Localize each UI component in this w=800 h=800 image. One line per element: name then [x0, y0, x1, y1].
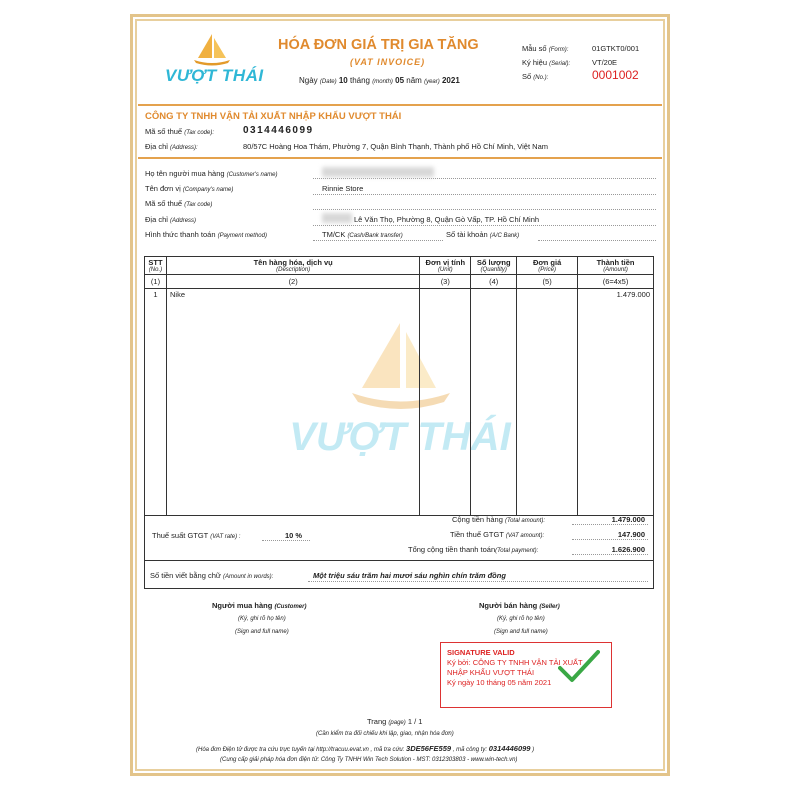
check-note: (Cần kiểm tra đối chiếu khi lập, giao, nhận hóa đơn) — [316, 731, 454, 737]
empty-cell — [471, 389, 517, 402]
table-row-empty — [145, 465, 654, 478]
empty-cell — [471, 301, 517, 314]
empty-cell — [517, 402, 578, 415]
empty-cell — [471, 440, 517, 453]
subtotal-value: 1.479.000 — [611, 515, 645, 524]
empty-cell — [420, 339, 471, 352]
brand-name: VƯỢT THÁI — [165, 66, 264, 85]
date-day: 10 — [338, 76, 348, 85]
empty-cell — [517, 452, 578, 465]
column-number-row — [145, 275, 654, 289]
empty-cell — [517, 465, 578, 478]
empty-cell — [420, 465, 471, 478]
seller-signature-note2: (Sign and full name) — [494, 629, 548, 635]
empty-cell — [471, 314, 517, 327]
total-value: 1.626.900 — [611, 545, 645, 554]
words-label: Số tiền viết bằng chữ (Amount in words): — [150, 571, 274, 580]
empty-cell — [420, 452, 471, 465]
cell-no: 1 — [145, 288, 167, 301]
empty-cell — [166, 490, 419, 503]
empty-cell — [145, 478, 167, 491]
signature-signed-date: Ký ngày 10 tháng 05 năm 2021 — [447, 678, 552, 687]
empty-cell — [471, 377, 517, 390]
form-value: 01GTKT0/001 — [592, 44, 640, 53]
empty-cell — [166, 389, 419, 402]
th-no: STT (No.) — [145, 257, 167, 275]
buyer-company-label: Tên đơn vị (Company's name) — [145, 184, 234, 193]
empty-cell — [166, 452, 419, 465]
items-table — [144, 256, 654, 516]
empty-cell — [578, 402, 654, 415]
vat-rate-value: 10 % — [285, 531, 303, 540]
buyer-signature-title: Người mua hàng (Customer) — [212, 601, 307, 610]
empty-cell — [166, 301, 419, 314]
empty-cell — [166, 415, 419, 428]
empty-cell — [145, 490, 167, 503]
empty-cell — [145, 326, 167, 339]
empty-cell — [517, 326, 578, 339]
empty-cell — [420, 415, 471, 428]
year-label: năm — [406, 76, 422, 85]
empty-cell — [578, 352, 654, 365]
signature-signed-by: Ký bởi: CÔNG TY TNHH VẬN TẢI XUẤT NHẬP KHẨU VƯỢT THÁI — [447, 658, 583, 677]
empty-cell — [145, 415, 167, 428]
no-label: Số (No.): — [522, 72, 549, 81]
seller-addr-label: Địa chỉ (Address): — [145, 142, 198, 151]
empty-cell — [517, 377, 578, 390]
cell-unit — [420, 288, 471, 301]
empty-cell — [166, 427, 419, 440]
empty-cell — [471, 326, 517, 339]
month-label-en: (month) — [372, 79, 393, 85]
empty-cell — [145, 402, 167, 415]
table-row-empty — [145, 427, 654, 440]
empty-cell — [166, 440, 419, 453]
empty-cell — [517, 389, 578, 402]
vat-amount-line — [572, 539, 648, 540]
boat-logo-icon — [190, 32, 234, 66]
seller-company: CÔNG TY TNHH VẬN TẢI XUẤT NHẬP KHẨU VƯỢT THÁI — [145, 111, 402, 122]
serial-value: VT/20E — [592, 58, 618, 67]
empty-cell — [578, 490, 654, 503]
th-qty: Số lượng (Quantity) — [471, 257, 517, 275]
buyer-signature-note2: (Sign and full name) — [235, 629, 289, 635]
table-row-empty — [145, 402, 654, 415]
buyer-addr-value: Lê Văn Thọ, Phường 8, Quận Gò Vấp, TP. Hồ Chí Minh — [354, 215, 540, 224]
empty-cell — [578, 427, 654, 440]
words-line — [308, 581, 648, 582]
empty-cell — [471, 452, 517, 465]
empty-cell — [420, 301, 471, 314]
empty-cell — [145, 364, 167, 377]
empty-cell — [166, 339, 419, 352]
empty-cell — [420, 326, 471, 339]
table-row-empty — [145, 301, 654, 314]
buyer-account-label: Số tài khoản (A/C Bank) — [446, 230, 520, 239]
vat-amount-label: Tiền thuế GTGT (VAT amount): — [450, 530, 545, 539]
table-row-empty — [145, 377, 654, 390]
empty-cell — [420, 352, 471, 365]
buyer-tax-label: Mã số thuế (Tax code) — [145, 199, 213, 208]
empty-cell — [166, 478, 419, 491]
buyer-name-line — [313, 178, 656, 179]
seller-divider — [138, 157, 662, 159]
table-row-empty — [145, 339, 654, 352]
cell-qty — [471, 288, 517, 301]
col-number: (4) — [471, 275, 517, 289]
empty-cell — [420, 440, 471, 453]
cell-amount: 1.479.000 — [578, 288, 654, 301]
col-number: (6=4x5) — [578, 275, 654, 289]
empty-cell — [517, 352, 578, 365]
buyer-tax-line — [313, 209, 656, 210]
empty-cell — [145, 339, 167, 352]
empty-cell — [145, 452, 167, 465]
empty-cell — [166, 402, 419, 415]
empty-cell — [145, 352, 167, 365]
empty-cell — [420, 478, 471, 491]
th-amount: Thành tiền (Amount) — [578, 257, 654, 275]
serial-label: Ký hiệu (Serial): — [522, 58, 571, 67]
invoice-subtitle: (VAT INVOICE) — [350, 57, 426, 67]
empty-cell — [517, 490, 578, 503]
empty-cell — [578, 440, 654, 453]
table-row-empty — [145, 440, 654, 453]
vat-rate-line — [262, 540, 310, 541]
empty-cell — [166, 314, 419, 327]
empty-cell — [145, 377, 167, 390]
header-divider — [138, 104, 662, 106]
table-header-row — [145, 257, 654, 275]
empty-cell — [578, 465, 654, 478]
form-label: Mẫu số (Form): — [522, 44, 569, 53]
empty-cell — [471, 352, 517, 365]
total-label: Tổng cộng tiền thanh toán(Total payment): — [408, 545, 539, 554]
empty-cell — [578, 364, 654, 377]
empty-cell — [145, 389, 167, 402]
total-line — [572, 554, 648, 555]
empty-cell — [578, 377, 654, 390]
empty-cell — [420, 389, 471, 402]
col-number: (5) — [517, 275, 578, 289]
empty-cell — [471, 402, 517, 415]
buyer-company-value: Rinnie Store — [322, 184, 364, 193]
empty-cell — [471, 465, 517, 478]
seller-tax-label: Mã số thuế (Tax code): — [145, 127, 214, 136]
seller-signature-title: Người bán hàng (Seller) — [479, 601, 560, 610]
words-value: Một triệu sáu trăm hai mươi sáu nghìn chín trăm đồng — [313, 571, 506, 580]
table-row-empty — [145, 452, 654, 465]
table-row-empty — [145, 478, 654, 491]
empty-cell — [420, 427, 471, 440]
empty-cell — [517, 478, 578, 491]
empty-cell — [517, 364, 578, 377]
empty-cell — [471, 364, 517, 377]
invoice-number: 0001002 — [592, 68, 639, 82]
table-row-empty — [145, 364, 654, 377]
empty-cell — [471, 490, 517, 503]
buyer-name-label: Họ tên người mua hàng (Customer's name) — [145, 169, 278, 178]
col-number: (3) — [420, 275, 471, 289]
date-label-en: (Date) — [319, 79, 337, 85]
subtotal-label: Cộng tiền hàng (Total amount): — [452, 515, 546, 524]
buyer-signature-note1: (Ký, ghi rõ họ tên) — [238, 616, 286, 622]
empty-cell — [517, 339, 578, 352]
empty-cell — [471, 415, 517, 428]
table-row-empty — [145, 326, 654, 339]
seller-tax-value: 0314446099 — [243, 125, 314, 136]
date-year: 2021 — [441, 76, 460, 85]
empty-cell — [145, 427, 167, 440]
buyer-pay-line — [313, 240, 443, 241]
year-label-en: (year) — [424, 79, 440, 85]
col-number: (1) — [145, 275, 167, 289]
empty-cell — [517, 440, 578, 453]
empty-cell — [145, 465, 167, 478]
invoice-title: HÓA ĐƠN GIÁ TRỊ GIA TĂNG — [278, 37, 479, 53]
empty-cell — [517, 301, 578, 314]
signature-valid-title: SIGNATURE VALID — [447, 648, 515, 657]
page-indicator: Trang (page) 1 / 1 — [367, 717, 423, 726]
empty-cell — [420, 377, 471, 390]
vat-amount-value: 147.900 — [617, 530, 645, 539]
seller-addr-value: 80/57C Hoàng Hoa Thám, Phường 7, Quận Bình Thạnh, Thành phố Hồ Chí Minh, Việt Nam — [243, 142, 548, 151]
buyer-account-line — [538, 240, 656, 241]
subtotal-line — [572, 524, 648, 525]
table-row — [145, 288, 654, 301]
th-price: Đơn giá (Price) — [517, 257, 578, 275]
empty-cell — [166, 352, 419, 365]
empty-cell — [517, 427, 578, 440]
month-label: tháng — [349, 76, 370, 85]
empty-cell — [166, 377, 419, 390]
table-row-empty — [145, 490, 654, 503]
buyer-addr-line — [313, 225, 656, 226]
checkmark-icon — [558, 650, 600, 684]
buyer-company-line — [313, 194, 656, 195]
empty-cell — [578, 415, 654, 428]
col-number: (2) — [166, 275, 419, 289]
empty-cell — [420, 364, 471, 377]
empty-cell — [471, 339, 517, 352]
empty-cell — [420, 314, 471, 327]
provider-note: (Cung cấp giải pháp hóa đơn điện tử: Công Ty TNHH Win Tech Solution - MST: 0312303803 - www.win-tech.vn) — [220, 757, 518, 763]
empty-cell — [578, 452, 654, 465]
table-row-empty — [145, 389, 654, 402]
empty-cell — [166, 364, 419, 377]
redacted-address — [322, 213, 352, 223]
empty-cell — [578, 339, 654, 352]
table-row-empty — [145, 314, 654, 327]
empty-cell — [578, 326, 654, 339]
th-desc: Tên hàng hóa, dịch vụ (Description) — [166, 257, 419, 275]
empty-cell — [420, 402, 471, 415]
vat-rate-label: Thuế suất GTGT (VAT rate) : — [152, 531, 241, 540]
lookup-note: (Hóa đơn Điện tử được tra cứu trực tuyến tại http://tracuu.evat.vn , mã tra cứu: 3DE56FE559 , mã công ty: 0314446099 ) — [196, 744, 535, 753]
date-month: 05 — [395, 76, 405, 85]
buyer-pay-value: TM/CK (Cash/Bank transfer) — [322, 230, 403, 239]
empty-cell — [420, 490, 471, 503]
empty-cell — [578, 478, 654, 491]
empty-cell — [471, 478, 517, 491]
empty-cell — [578, 389, 654, 402]
table-row-empty — [145, 415, 654, 428]
redacted-name — [322, 167, 434, 177]
date-label: Ngày — [299, 76, 318, 85]
empty-cell — [166, 326, 419, 339]
seller-signature-note1: (Ký, ghi rõ họ tên) — [497, 616, 545, 622]
empty-cell — [145, 314, 167, 327]
empty-cell — [517, 415, 578, 428]
svg-text:VƯỢT THÁI: VƯỢT THÁI — [289, 415, 511, 459]
empty-cell — [471, 427, 517, 440]
table-row-empty — [145, 352, 654, 365]
empty-cell — [166, 465, 419, 478]
empty-cell — [578, 314, 654, 327]
empty-cell — [517, 314, 578, 327]
empty-cell — [145, 440, 167, 453]
buyer-pay-label: Hình thức thanh toán (Payment method) — [145, 230, 267, 239]
cell-desc: Nike — [166, 288, 419, 301]
buyer-addr-label: Địa chỉ (Address) — [145, 215, 197, 224]
invoice-date — [299, 76, 460, 85]
empty-cell — [145, 301, 167, 314]
cell-price — [517, 288, 578, 301]
th-unit: Đơn vị tính (Unit) — [420, 257, 471, 275]
empty-cell — [578, 301, 654, 314]
